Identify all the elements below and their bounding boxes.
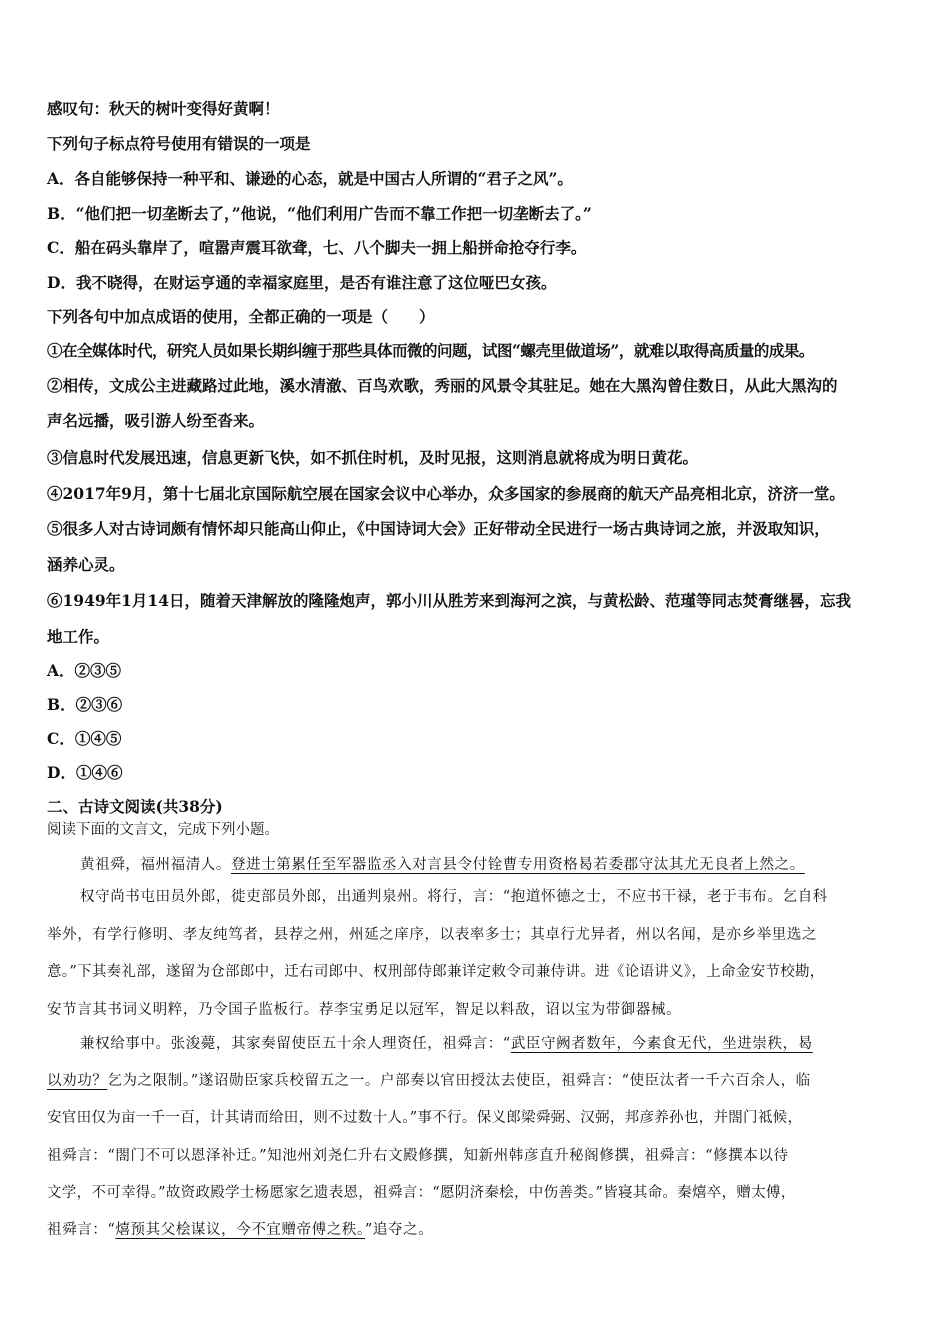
idiom-sentence-4: ④2017年9月，第十七届北京国际航空展在国家会议中心举办，众多国家的参展商的航天产品亮相北京，济济一堂。: [47, 484, 845, 503]
idiom-sentence-3: ③信息时代发展迅速，信息更新飞快，如不抓住时机，及时见报，这则消息就将成为明日黄花。: [47, 448, 699, 467]
passage-p3-text-2: 乞为之限制。”遂诏勋臣家兵校留五之一。户部奏以官田授汰去使臣，祖舜言：“使臣汰者一千六百余人，临: [107, 1073, 811, 1089]
passage-p1-underlined: 登进士第累任至军器监丞入对言县令付铨曹专用资格曷若委郡守汰其尤无良者上然之。: [231, 857, 805, 873]
passage-p3-underlined-1: 武臣守阙者数年，今素食无代，坐进崇秩，曷: [510, 1036, 813, 1052]
passage-paragraph-2-line-2: 举外，有学行修明、孝友纯笃者，县荐之州，州延之庠序，以表率多士；其卓行尤异者，州以名闻，是亦乡举里选之: [47, 927, 818, 943]
passage-paragraph-2-line-1: 权守尚书屯田员外郎，徙吏部员外郎，出通判泉州。将行，言：“抱道怀德之士，不应书干禄，老于韦布。乞自科: [80, 889, 828, 905]
passage-paragraph-3-line-2: [47, 1071, 811, 1091]
passage-p3-text-6b: ”追夺之。: [364, 1222, 434, 1238]
idiom-sentence-2-line-2: 声名远播，吸引游人纷至沓来。: [47, 411, 265, 430]
passage-paragraph-3-line-5: 文学，不可幸得。”故资政殿学士杨愿家乞遗表恩，祖舜言：“愿阴济秦桧，中伤善类。”皆寝其命。秦熺卒，赠太傅，: [47, 1185, 796, 1201]
idiom-option-c: C．①④⑤: [47, 729, 122, 748]
idiom-sentence-5-line-1: ⑤很多人对古诗词颇有情怀却只能高山仰止，《中国诗词大会》正好带动全民进行一场古典诗词之旅，并汲取知识，: [47, 519, 830, 538]
punctuation-question-stem: 下列句子标点符号使用有错误的一项是: [47, 134, 311, 153]
idiom-sentence-1: ①在全媒体时代，研究人员如果长期纠缠于那些具体而微的问题，试图“螺壳里做道场”，就难以取得高质量的成果。: [47, 341, 814, 360]
passage-p3-underlined-6: 熺预其父桧谋议，今不宜赠帝傅之秩。: [115, 1222, 365, 1238]
passage-paragraph-2-line-4: 安节言其书词义明粹，乃令国子监板行。荐李宝勇足以冠军，智足以料敌，诏以宝为带御器械。: [47, 1002, 682, 1018]
idiom-sentence-2-line-1: ②相传，文成公主进藏路过此地，溪水清澈、百鸟欢歌，秀丽的风景令其驻足。她在大黑沟曾住数日，从此大黑沟的: [47, 376, 838, 395]
passage-paragraph-3-line-1: [80, 1034, 813, 1054]
passage-paragraph-1: [80, 855, 805, 875]
idiom-option-a: A．②③⑤: [47, 661, 122, 680]
section-instruction: 阅读下面的文言文，完成下列小题。: [47, 822, 279, 838]
punctuation-option-a: A．各自能够保持一种平和、谦逊的心态，就是中国古人所谓的“君子之风”。: [47, 169, 573, 188]
exclamation-sentence: 感叹句：秋天的树叶变得好黄啊！: [47, 99, 280, 118]
idiom-question-stem: 下列各句中加点成语的使用，全都正确的一项是（ ）: [47, 307, 435, 326]
passage-p3-text-6a: 祖舜言：“: [47, 1222, 116, 1238]
punctuation-option-c: C．船在码头靠岸了，喧嚣声震耳欲聋，七、八个脚夫一拥上船拼命抢夺行李。: [47, 238, 587, 257]
punctuation-option-b: B．“他们把一切垄断去了，”他说，“他们利用广告而不靠工作把一切垄断去了。”: [47, 204, 592, 223]
passage-p3-underlined-2: 以劝功？: [47, 1073, 108, 1089]
idiom-sentence-6-line-2: 地工作。: [47, 627, 110, 646]
section-heading: 二、古诗文阅读(共38分): [47, 797, 223, 816]
passage-p1-text: 黄祖舜，福州福清人。: [80, 857, 231, 873]
idiom-option-d: D．①④⑥: [47, 763, 123, 782]
idiom-option-b: B．②③⑥: [47, 695, 123, 714]
passage-p3-text-1: 兼权给事中。张浚薨，其家奏留使臣五十余人理资任，祖舜言：“: [80, 1036, 511, 1052]
idiom-sentence-5-line-2: 涵养心灵。: [47, 555, 125, 574]
passage-paragraph-3-line-4: 祖舜言：“閤门不可以恩泽补迁。”知池州刘尧仁升右文殿修撰，知新州韩彦直升秘阁修撰，祖舜言：“修撰本以待: [47, 1148, 789, 1164]
punctuation-option-d: D．我不晓得，在财运亨通的幸福家庭里，是否有谁注意了这位哑巴女孩。: [47, 273, 557, 292]
passage-paragraph-3-line-3: 安官田仅为亩一千一百，计其请而给田，则不过数十人。”事不行。保义郎梁舜弼、汉弼，邦彦养孙也，并閤门祗候，: [47, 1110, 803, 1126]
idiom-sentence-6-line-1: ⑥1949年1月14日，随着天津解放的隆隆炮声，郭小川从胜芳来到海河之滨，与黄松龄、范瑾等同志焚膏继晷，忘我: [47, 591, 851, 610]
passage-paragraph-3-line-6: [47, 1220, 433, 1240]
passage-paragraph-2-line-3: 意。”下其奏礼部，遂留为仓部郎中，迁右司郎中、权刑部侍郎兼详定敕令司兼侍讲。进《论语讲义》，上命金安节校勘，: [47, 964, 825, 980]
